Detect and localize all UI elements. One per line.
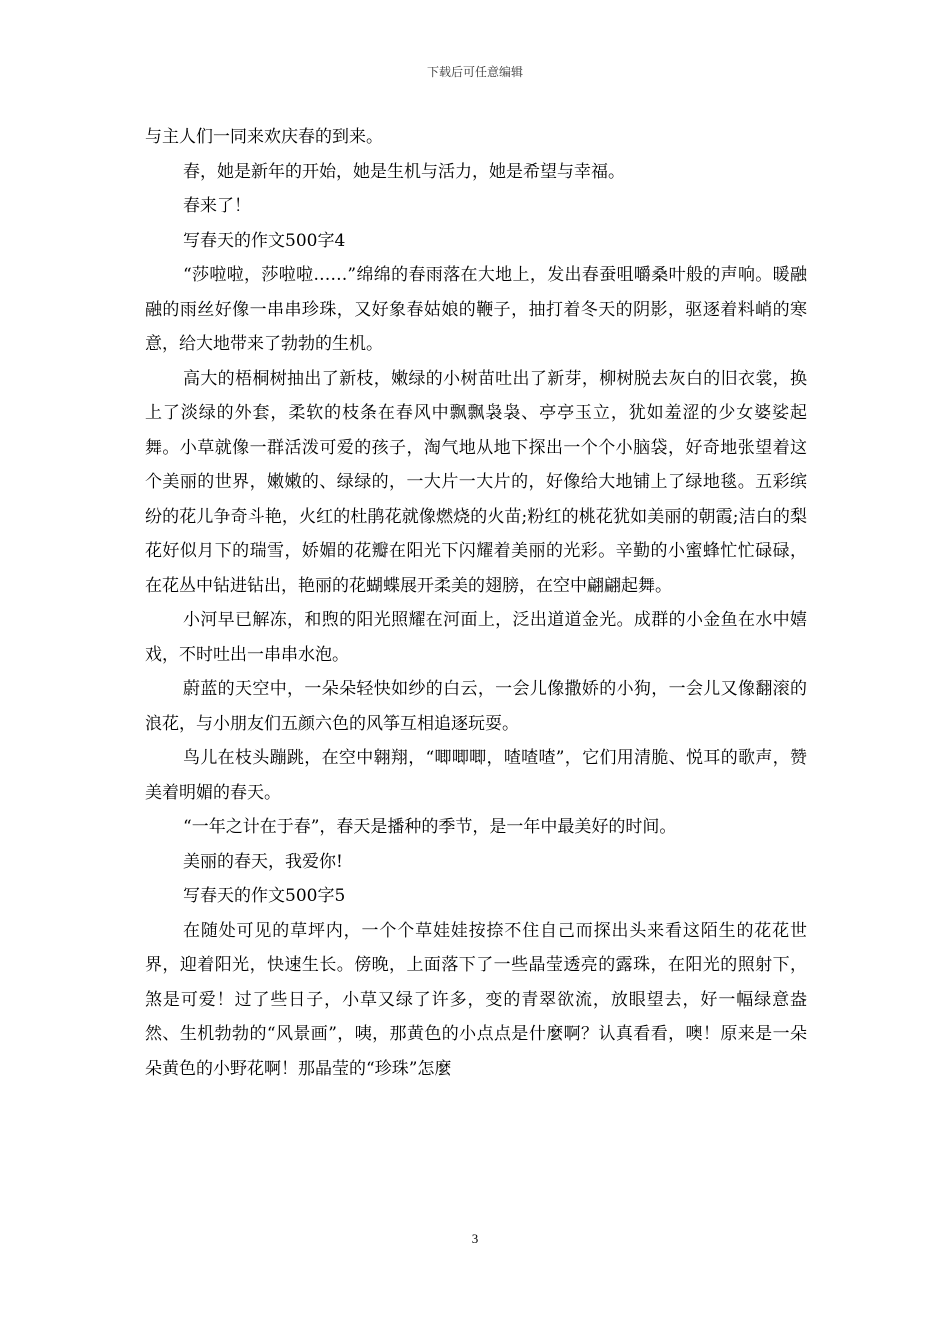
- paragraph: 美丽的春天，我爱你!: [183, 851, 343, 872]
- page-number: 3: [471, 1231, 479, 1246]
- paragraph: 与主人们一同来欢庆春的到来。: [145, 127, 383, 147]
- section-heading: 写春天的作文500字4: [183, 230, 346, 251]
- page-header: 下载后可任意编辑: [426, 65, 523, 79]
- paragraph: 蔚蓝的天空中，一朵朵轻快如纱的白云，一会儿像撒娇的小狗，一会儿又像翻滚的浪花，与小朋友们五颜六色的风筝互相追逐玩耍。: [145, 679, 807, 734]
- paragraph: 高大的梧桐树抽出了新枝，嫩绿的小树苗吐出了新芽，柳树脱去灰白的旧衣裳，换上了淡绿的外套，柔软的枝条在春风中飘飘袅袅、亭亭玉立，犹如羞涩的少女婆娑起舞。小草就像一群活泼可爱的孩子，淘气地从地下探出一个个小脑袋，好奇地张望着这个美丽的世界，嫩嫩的、绿绿的，一大片一大片的，好像给大地铺上了绿地毯。五彩缤纷的花儿争奇斗艳，火红的杜鹃花就像燃烧的火苗;粉红的桃花犹如美丽的朝霞;洁白的梨花好似月下的瑞雪，娇媚的花瓣在阳光下闪耀着美丽的光彩。辛勤的小蜜蜂忙忙碌碌，在花丛中钻进钻出，艳丽的花蝴蝶展开柔美的翅膀，在空中翩翩起舞。: [145, 368, 807, 596]
- paragraph: 春来了！: [183, 196, 251, 216]
- paragraph: “莎啦啦，莎啦啦……”绵绵的春雨落在大地上，发出春蚕咀嚼桑叶般的声响。暖融融的雨丝好像一串串珍珠，又好象春姑娘的鞭子，抽打着冬天的阴影，驱逐着料峭的寒意，给大地带来了勃勃的生机。: [145, 265, 807, 354]
- paragraph: 小河早已解冻，和煦的阳光照耀在河面上，泛出道道金光。成群的小金鱼在水中嬉戏，不时吐出一串串水泡。: [145, 610, 807, 665]
- paragraph: “一年之计在于春”，春天是播种的季节，是一年中最美好的时间。: [183, 817, 677, 837]
- document-body: [145, 120, 807, 1086]
- paragraph: 在随处可见的草坪内，一个个草娃娃按捺不住自己而探出头来看这陌生的花花世界，迎着阳光，快速生长。傍晚，上面落下了一些晶莹透亮的露珠，在阳光的照射下，煞是可爱！过了些日子，小草又绿了许多，变的青翠欲流，放眼望去，好一幅绿意盎然、生机勃勃的“风景画”，咦，那黄色的小点点是什麼啊？认真看看，噢！原来是一朵朵黄色的小野花啊！那晶莹的“珍珠”怎麼: [145, 920, 807, 1079]
- paragraph: 鸟儿在枝头蹦跳，在空中翱翔，“唧唧唧，喳喳喳”，它们用清脆、悦耳的歌声，赞美着明媚的春天。: [145, 748, 807, 803]
- paragraph: 春，她是新年的开始，她是生机与活力，她是希望与幸福。: [183, 161, 625, 182]
- section-heading: 写春天的作文500字5: [183, 886, 346, 906]
